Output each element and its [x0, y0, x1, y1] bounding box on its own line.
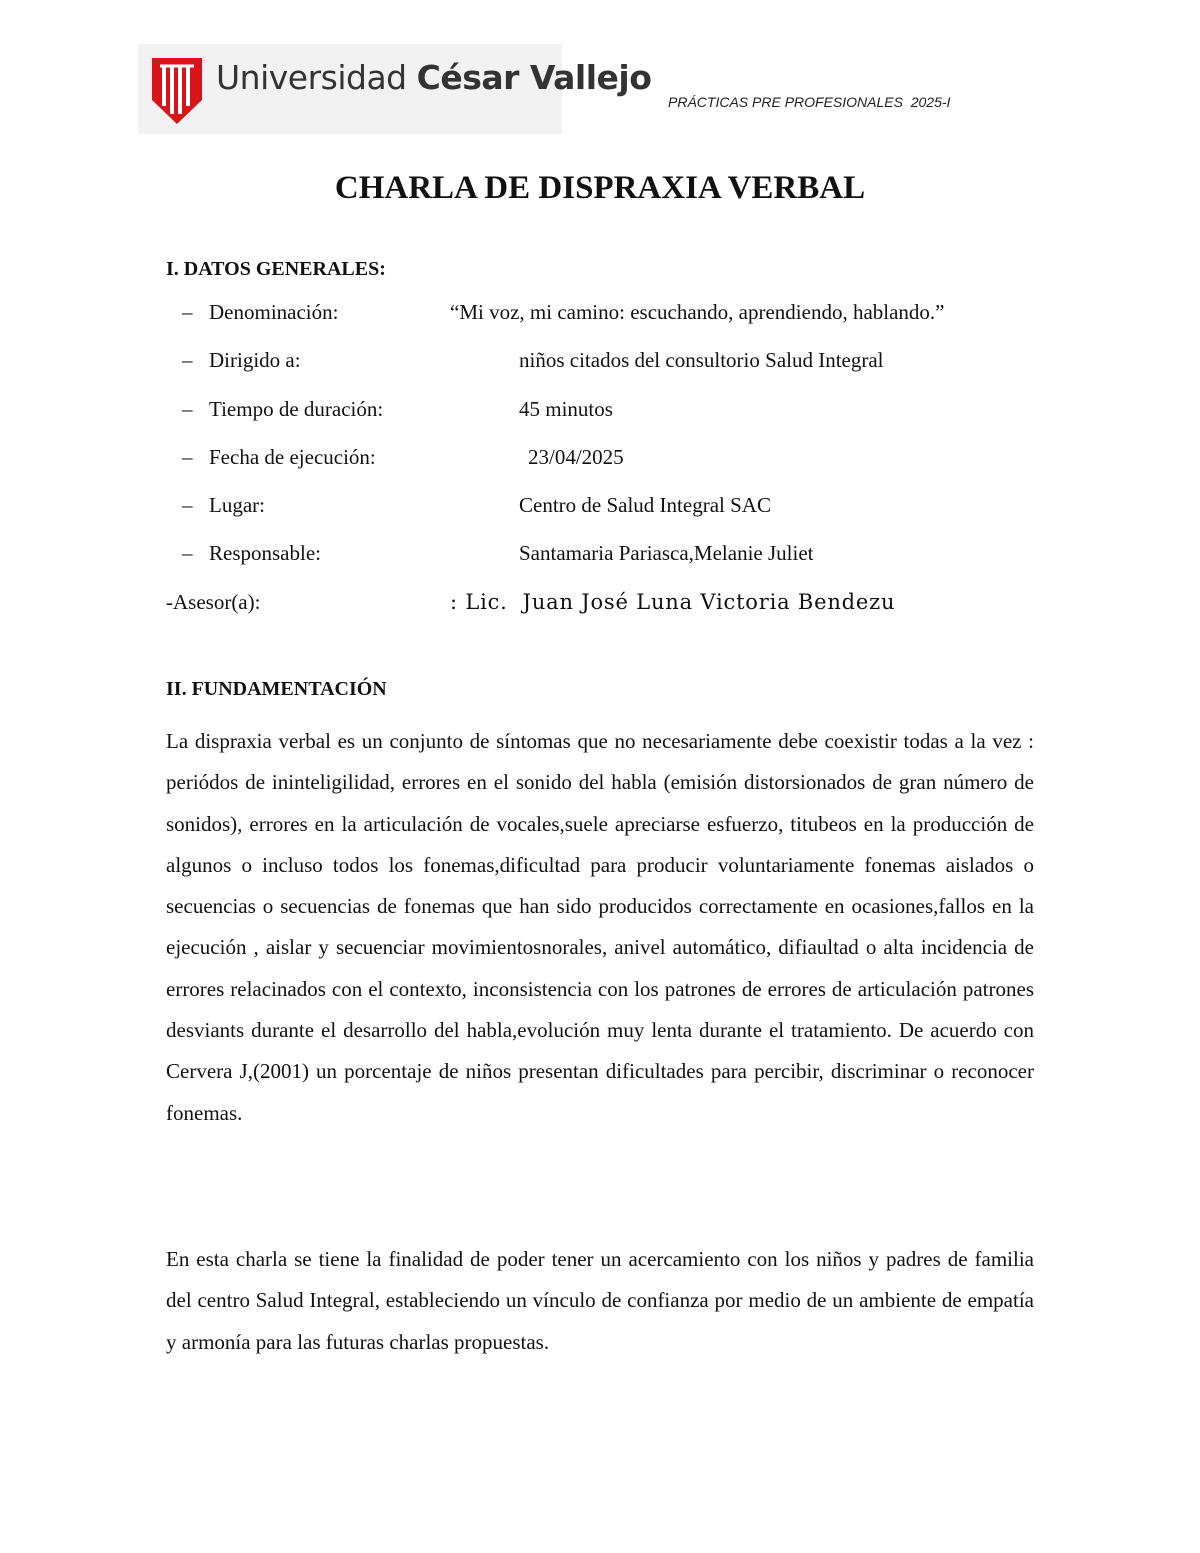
logo-wordmark: [216, 58, 651, 97]
field-label: Denominación:: [209, 300, 339, 324]
field-label: Fecha de ejecución:: [209, 445, 376, 469]
list-dash: –: [182, 300, 193, 324]
logo-text-regular: Universidad: [216, 58, 417, 97]
field-value: “Mi voz, mi camino: escuchando, aprendiendo, hablando.”: [450, 300, 945, 324]
purpose-paragraph: En esta charla se tiene la finalidad de poder tener un acercamiento con los niños y padres de familia del centro Salud Integral, estableciendo un vínculo de confianza por medio de un ambiente de empatía y armonía para las futuras charlas propuestas.: [166, 1247, 1034, 1354]
logo-text-bold: César Vallejo: [416, 58, 652, 97]
list-dash: –: [182, 445, 193, 469]
section-heading-general-data: I. DATOS GENERALES:: [166, 258, 386, 280]
field-value: Centro de Salud Integral SAC: [519, 493, 771, 517]
university-logo: [138, 44, 652, 134]
advisor-value: : Lic. Juan José Luna Victoria Bendezu: [450, 590, 896, 614]
field-label: Tiempo de duración:: [209, 397, 384, 421]
university-shield-icon: [150, 54, 204, 126]
field-label: Responsable:: [209, 541, 321, 565]
foundation-paragraph: La dispraxia verbal es un conjunto de síntomas que no necesariamente debe coexistir todas a la vez : periódos de ininteligilidad, errores en el sonido del habla (emisión distorsionados de gran número de sonidos), errores en la articulación de vocales,suele apreciarse esfuerzo, titubeos en la producción de algunos o incluso todos los fonemas,dificultad para producir voluntariamente fonemas aislados o secuencias o secuencias de fonemas que han sido producidos correctamente en ocasiones,fallos en la ejecución , aislar y secuenciar movimientosnorales, anivel automático, difiaultad o alta incidencia de errores relacinados con el contexto, inconsistencia con los patrones de errores de articulación patrones desviants durante el desarrollo del habla,evolución muy lenta durante el tratamiento. De acuerdo con Cervera J,(2001) un porcentaje de niños presentan dificultades para percibir, discriminar o reconocer fonemas.: [166, 729, 1034, 1125]
program-label: PRÁCTICAS PRE PROFESIONALES 2025-I: [668, 94, 951, 110]
field-label: Dirigido a:: [209, 348, 301, 372]
advisor-label: -Asesor(a):: [166, 590, 261, 614]
list-dash: –: [182, 493, 193, 517]
field-value: 23/04/2025: [528, 445, 624, 469]
section-heading-foundation: II. FUNDAMENTACIÓN: [166, 678, 387, 700]
field-value: Santamaria Pariasca,Melanie Juliet: [519, 541, 814, 565]
field-value: niños citados del consultorio Salud Integral: [519, 348, 884, 372]
list-dash: –: [182, 397, 193, 421]
list-dash: –: [182, 541, 193, 565]
field-value: 45 minutos: [519, 397, 613, 421]
document-title: CHARLA DE DISPRAXIA VERBAL: [334, 170, 866, 206]
list-dash: –: [182, 348, 193, 372]
field-label: Lugar:: [209, 493, 265, 517]
